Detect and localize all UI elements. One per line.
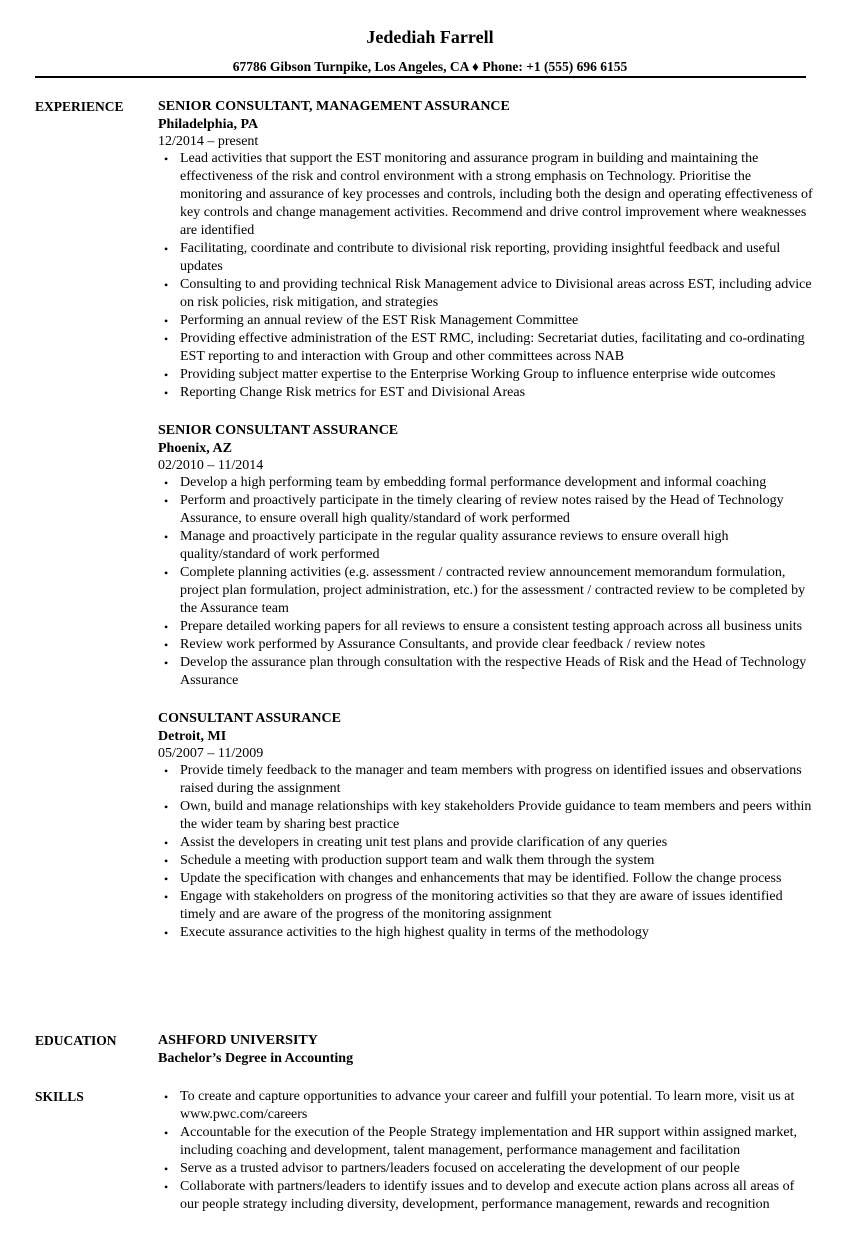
bullet-item: • Collaborate with partners/leaders to identify issues and to develop and execute action plans across all areas of our people strategy including diversity, development, performance management, rewards and recognition [158,1178,813,1214]
bullet-item: • Schedule a meeting with production support team and walk them through the system [158,852,813,870]
job-bullets [158,474,813,690]
education-body [158,1032,813,1068]
bullet-item: • Complete planning activities (e.g. assessment / contracted review announcement memorandum formulation, project plan formulation, project administration, etc.) for the assessment / contracted review to be completed by the Assurance team [158,564,813,618]
experience-body [158,98,813,962]
bullet-item: • Develop a high performing team by embedding formal performance development and informal coaching [158,474,813,492]
job-entry [158,710,813,942]
bullet-item: • Performing an annual review of the EST Risk Management Committee [158,312,813,330]
job-location: Phoenix, AZ [158,441,232,456]
bullet-item: • Review work performed by Assurance Consultants, and provide clear feedback / review notes [158,636,813,654]
job-entry [158,422,813,690]
job-title: SENIOR CONSULTANT ASSURANCE [158,423,399,438]
job-dates: 12/2014 – present [158,134,259,149]
section-label-experience: EXPERIENCE [35,99,124,114]
skills-body [158,1088,813,1214]
bullet-item: • Update the specification with changes and enhancements that may be identified. Follow the change process [158,870,813,888]
section-label-skills: SKILLS [35,1089,84,1104]
bullet-item: • Perform and proactively participate in the timely clearing of review notes raised by the Head of Technology Assurance, to ensure overall high quality/standard of work performed [158,492,813,528]
job-entry [158,98,813,402]
job-title: CONSULTANT ASSURANCE [158,711,341,726]
bullet-item: • Serve as a trusted advisor to partners/leaders focused on accelerating the development of our people [158,1160,813,1178]
bullet-item: • Execute assurance activities to the high highest quality in terms of the methodology [158,924,813,942]
bullet-item: • Provide timely feedback to the manager and team members with progress on identified issues and observations raised during the assignment [158,762,813,798]
bullet-item: • Facilitating, coordinate and contribute to divisional risk reporting, providing insightful feedback and useful updates [158,240,813,276]
bullet-item: • Engage with stakeholders on progress of the monitoring activities so that they are aware of issues identified timely and are aware of the progress of the monitoring assignment [158,888,813,924]
candidate-name: Jedediah Farrell [366,27,494,47]
job-bullets [158,150,813,402]
section-label-education: EDUCATION [35,1033,117,1048]
bullet-item: • Assist the developers in creating unit test plans and provide clarification of any queries [158,834,813,852]
bullet-item: • Consulting to and providing technical Risk Management advice to Divisional areas across EST, including advice on risk policies, risk mitigation, and strategies [158,276,813,312]
header-divider [35,76,806,78]
bullet-item: • To create and capture opportunities to advance your career and fulfill your potential. To learn more, visit us at www.pwc.com/careers [158,1088,813,1124]
bullet-item: • Lead activities that support the EST monitoring and assurance program in building and maintaining the effectiveness of the risk and control environment with a strong emphasis on Technology. Prioritise the monitoring and assurance of key processes and controls, including both the design and operating effectiveness of key controls and change management activities. Recommend and drive control improvement where weaknesses are identified [158,150,813,240]
bullet-item: • Providing subject matter expertise to the Enterprise Working Group to influence enterprise wide outcomes [158,366,813,384]
job-location: Detroit, MI [158,729,227,744]
bullet-item: • Providing effective administration of the EST RMC, including: Secretariat duties, facilitating and co-ordinating EST reporting to and interaction with Group and other committees across NAB [158,330,813,366]
contact-line: 67786 Gibson Turnpike, Los Angeles, CA ♦ Phone: +1 (555) 696 6155 [232,59,628,74]
job-bullets [158,762,813,942]
education-school: ASHFORD UNIVERSITY [158,1033,318,1048]
bullet-item: • Manage and proactively participate in the regular quality assurance reviews to ensure overall high quality/standard of work performed [158,528,813,564]
bullet-item: • Reporting Change Risk metrics for EST and Divisional Areas [158,384,813,402]
bullet-item: • Own, build and manage relationships with key stakeholders Provide guidance to team members and peers within the wider team by sharing best practice [158,798,813,834]
education-degree: Bachelor’s Degree in Accounting [158,1051,354,1066]
skills-bullets [158,1088,813,1214]
bullet-item: • Accountable for the execution of the People Strategy implementation and HR support within assigned market, including coaching and development, talent management, performance management and facilitation [158,1124,813,1160]
bullet-item: • Develop the assurance plan through consultation with the respective Heads of Risk and the Head of Technology Assurance [158,654,813,690]
bullet-item: • Prepare detailed working papers for all reviews to ensure a consistent testing approach across all business units [158,618,813,636]
job-dates: 02/2010 – 11/2014 [158,458,264,473]
job-title: SENIOR CONSULTANT, MANAGEMENT ASSURANCE [158,99,510,114]
job-location: Philadelphia, PA [158,117,259,132]
job-dates: 05/2007 – 11/2009 [158,746,264,761]
